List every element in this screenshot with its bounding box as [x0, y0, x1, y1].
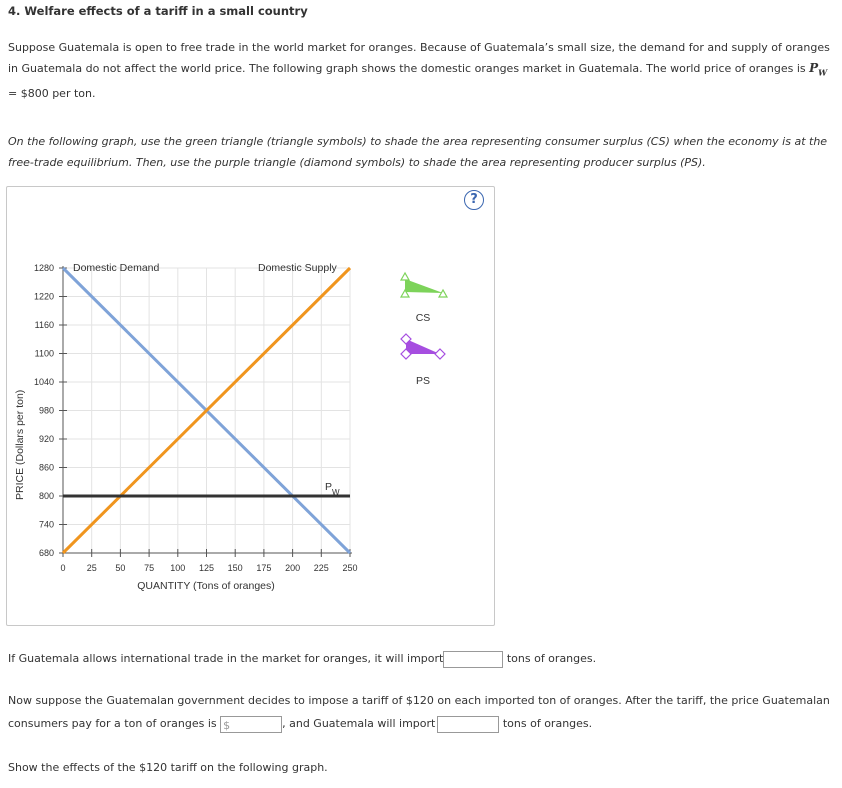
- q2-text-after: tons of oranges.: [502, 717, 593, 730]
- cs-triangle-icon: [405, 279, 443, 293]
- world-price-label-subscript: W: [332, 488, 340, 497]
- q2-line1: Now suppose the Guatemalan government decides to impose a tariff of $120 on each imported ton of oranges. After the tariff, the price Guatemalan: [8, 694, 830, 707]
- cs-triangle-marker-3: [439, 290, 447, 297]
- y-axis-label: PRICE (Dollars per ton): [14, 389, 26, 500]
- dollar-sign: $: [223, 718, 231, 732]
- x-tick-label: 125: [198, 563, 215, 573]
- q2-text-before-price: consumers pay for a ton of oranges is: [8, 717, 217, 730]
- x-tick-label: 225: [313, 563, 329, 573]
- help-icon[interactable]: ?: [464, 190, 484, 210]
- cs-triangle-marker-1: [401, 273, 409, 280]
- ps-diamond-marker-3: [435, 349, 445, 359]
- intro-text-after: = $800 per ton.: [8, 87, 96, 101]
- x-tick-label: 250: [342, 563, 358, 573]
- supply-label: Domestic Supply: [258, 262, 337, 274]
- x-tick-label: 200: [285, 563, 301, 573]
- world-price-label: P: [325, 481, 333, 493]
- ps-triangle-icon: [406, 339, 440, 354]
- q2-text-middle: , and Guatemala will import: [282, 717, 436, 730]
- x-tick-label: 25: [86, 563, 97, 573]
- y-tick-label: 980: [38, 405, 54, 416]
- y-tick-label: 680: [38, 548, 54, 558]
- tariff-import-input[interactable]: [437, 716, 499, 733]
- x-tick-label: 100: [170, 563, 186, 573]
- instruction-paragraph: On the following graph, use the green triangle (triangle symbols) to shade the area representing consumer surplus (CS) when the economy is at the free-trade equilibrium. Then, use the purple triangle (diamond symbols) to shade the area representing producer surplus (PS).: [8, 135, 828, 169]
- page-title: 4. Welfare effects of a tariff in a small country: [8, 4, 308, 18]
- x-tick-label: 0: [60, 563, 66, 573]
- x-tick-label: 75: [144, 563, 155, 573]
- pw-symbol: P: [809, 61, 819, 75]
- ps-label: PS: [415, 375, 431, 387]
- x-tick-label: 150: [227, 563, 243, 573]
- y-tick-label: 920: [38, 434, 54, 444]
- q1-text-after: tons of oranges.: [506, 652, 597, 665]
- question-import: [8, 648, 836, 669]
- y-tick-label: 1220: [33, 291, 54, 302]
- x-tick-label: 50: [115, 563, 126, 573]
- import-quantity-input[interactable]: [443, 651, 503, 668]
- question-tariff: [8, 689, 836, 736]
- x-axis-label: QUANTITY (Tons of oranges): [137, 580, 275, 592]
- cs-tool[interactable]: [401, 273, 447, 324]
- question-show-effects: Show the effects of the $120 tariff on the following graph.: [8, 761, 328, 774]
- demand-label: Domestic Demand: [73, 262, 160, 274]
- pw-subscript: W: [818, 67, 828, 78]
- y-tick-label: 1280: [33, 263, 54, 273]
- y-tick-label: 1100: [34, 348, 54, 359]
- y-tick-label: 800: [38, 491, 54, 501]
- intro-text-before: Suppose Guatemala is open to free trade in the world market for oranges. Because of Guatemala’s small size, the demand for and supply of oranges in Guatemala do not affect the world price. The following graph shows the domestic oranges market in Guatemala. The world price of oranges is: [8, 41, 830, 75]
- ps-tool[interactable]: [401, 334, 445, 387]
- y-tick-label: 740: [38, 519, 54, 530]
- cs-label: CS: [415, 312, 431, 324]
- x-tick-label: 175: [256, 563, 272, 573]
- y-tick-label: 1160: [34, 320, 54, 330]
- y-tick-label: 1040: [33, 377, 54, 387]
- y-tick-label: 860: [38, 462, 54, 473]
- q1-text-before: If Guatemala allows international trade in the market for oranges, it will import: [8, 652, 444, 665]
